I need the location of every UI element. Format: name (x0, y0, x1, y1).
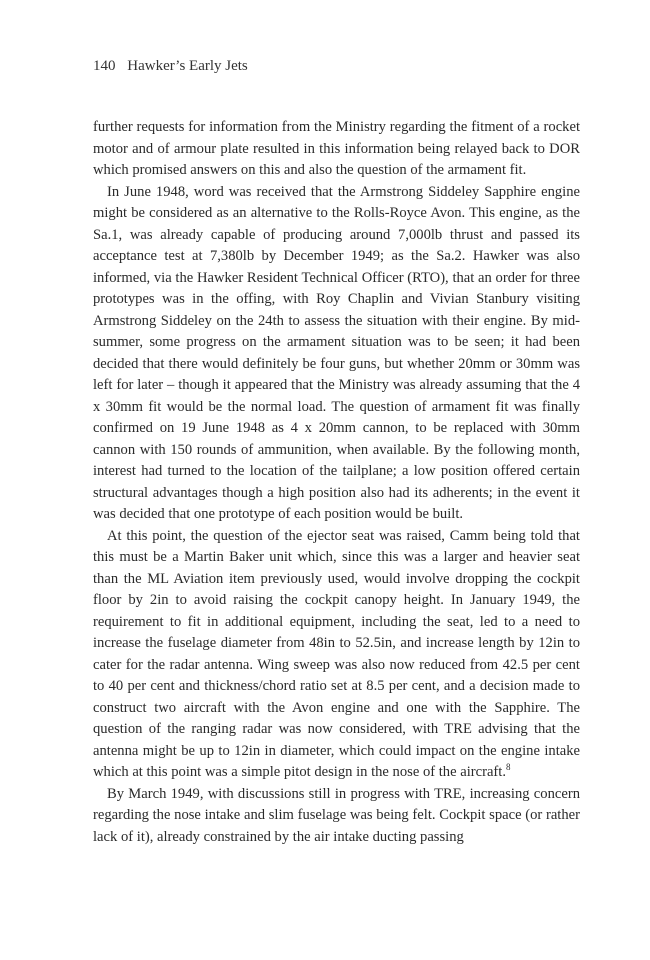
footnote-marker[interactable]: 8 (506, 762, 511, 773)
book-title: Hawker’s Early Jets (127, 58, 248, 74)
paragraph-2 (93, 182, 580, 526)
paragraph-2-text: In June 1948, word was received that the Armstrong Siddeley Sapphire engine might be considered as an alternative to the Rolls-Royce Avon. This engine, as the Sa.1, was already capable of producing around 7,000lb thrust and passed its acceptance test at 7,380lb by December 1949; as the Sa.2. Hawker was also informed, via the Hawker Resident Technical Officer (RTO), that an order for three prototypes was in the offing, with Roy Chaplin and Vivian Stanbury visiting Armstrong Siddeley on the 24th to assess the situation with their engine. By mid-summer, some progress on the armament situation was to be seen; it had been decided that there would definitely be four guns, but whether 20mm or 30mm was left for later – though it appeared that the Ministry was already assuming that the 4 x 30mm fit would be the normal load. The question of armament fit was finally confirmed on 19 June 1948 as 4 x 20mm cannon, to be replaced with 30mm cannon with 150 rounds of ammunition, when available. By the following month, interest had turned to the location of the tailplane; a low position offered certain structural advantages though a high position also had its adherents; in the event it was decided that one prototype of each position would be built. (93, 183, 580, 522)
paragraph-3 (93, 526, 580, 784)
paragraph-1-text: further requests for information from the Ministry regarding the fitment of a rocket motor and of armour plate resulted in this information being relayed back to DOR which promised answers on this and also the question of the armament fit. (93, 119, 580, 178)
paragraph-3-text: At this point, the question of the ejector seat was raised, Camm being told that this must be a Martin Baker unit which, since this was a larger and heavier seat than the ML Aviation item previously used, would involve dropping the cockpit floor by 2in to avoid raising the cockpit canopy height. In January 1949, the requirement to fit in additional equipment, including the seat, led to a need to increase the fuselage diameter from 48in to 52.5in, and increase length by 12in to cater for the radar antenna. Wing sweep was also now reduced from 42.5 per cent to 40 per cent and thickness/chord ratio set at 8.5 per cent, and a decision made to construct two aircraft with the Avon engine and one with the Sapphire. The question of the ranging radar was now considered, with TRE advising that the antenna might be up to 12in in diameter, which could impact on the engine intake which at this point was a simple pitot design in the nose of the aircraft. (93, 527, 580, 780)
paragraph-4-text: By March 1949, with discussions still in progress with TRE, increasing concern regarding the nose intake and slim fuselage was being felt. Cockpit space (or rather lack of it), already constrained by the air intake ducting passing (93, 785, 580, 845)
paragraph-4 (93, 784, 580, 849)
body-text (93, 117, 580, 848)
running-head (93, 56, 248, 76)
page-number: 140 (93, 58, 116, 74)
paragraph-1 (93, 117, 580, 182)
